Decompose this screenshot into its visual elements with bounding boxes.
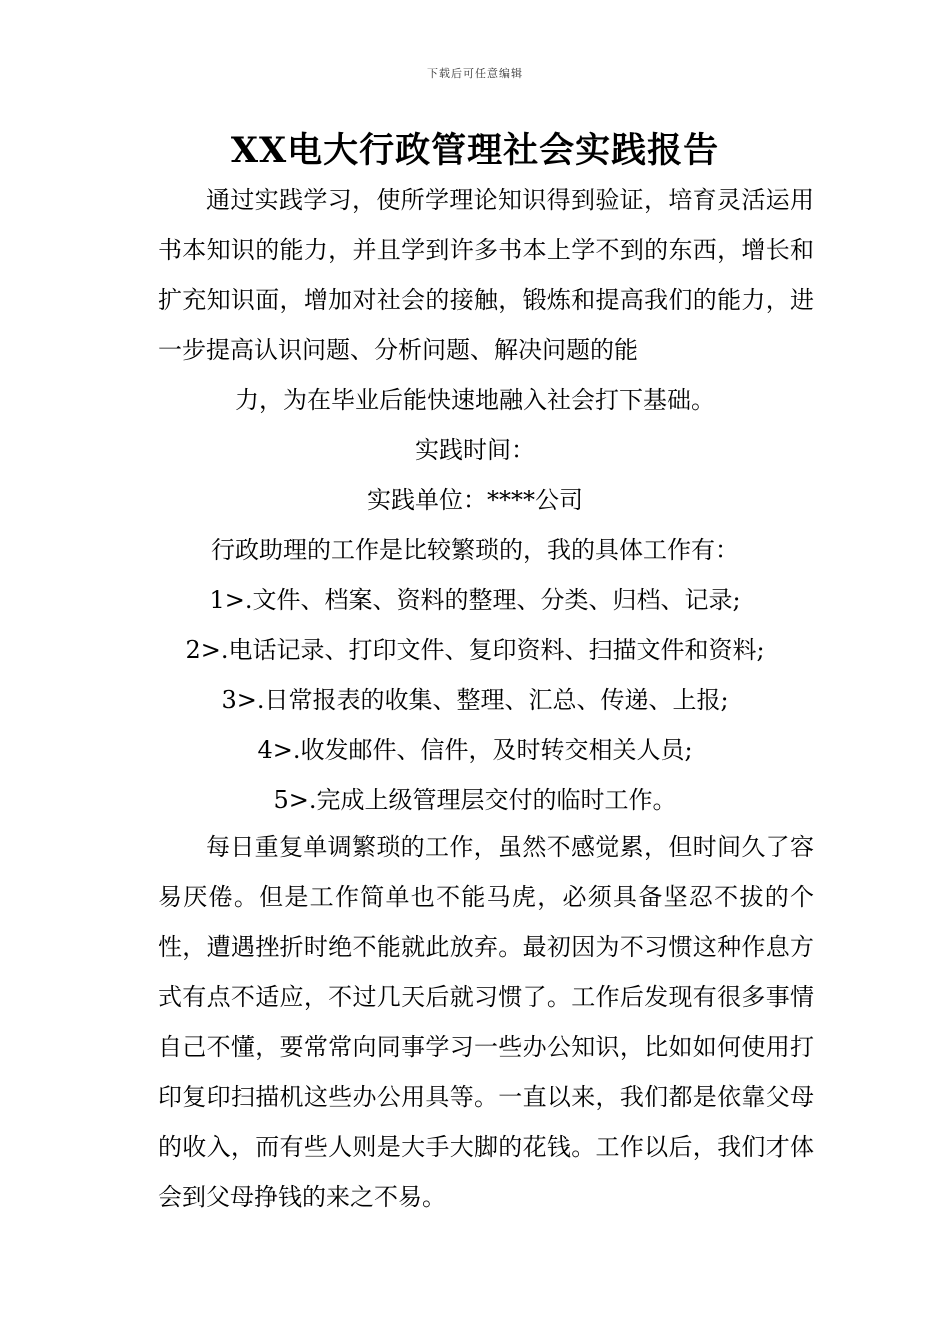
duty-item-2: 2>.电话记录、打印文件、复印资料、扫描文件和资料;	[185, 636, 765, 664]
duty-item-3: 3>.日常报表的收集、整理、汇总、传递、上报;	[221, 686, 729, 714]
practice-time: 实践时间：	[415, 436, 535, 464]
reflection-paragraph: 每日重复单调繁琐的工作，虽然不感觉累，但时间久了容易厌倦。但是工作简单也不能马虎，必须具备坚忍不拔的个性，遭遇挫折时绝不能就此放弃。最初因为不习惯这种作息方式有点不适应，不过几天后就习惯了。工作后发现有很多事情自己不懂，要常常向同事学习一些办公知识，比如如何使用打印复印扫描机这些办公用具等。一直以来，我们都是依靠父母的收入，而有些人则是大手大脚的花钱。工作以后，我们才体会到父母挣钱的来之不易。	[158, 833, 814, 1211]
page-title: XX电大行政管理社会实践报告	[230, 130, 720, 171]
duty-item-4: 4>.收发邮件、信件，及时转交相关人员;	[257, 736, 693, 764]
header-note: 下载后可任意编辑	[427, 67, 523, 80]
duty-item-1: 1>.文件、档案、资料的整理、分类、归档、记录;	[209, 586, 741, 614]
intro-paragraph-last-line: 力，为在毕业后能快速地融入社会打下基础。	[235, 386, 715, 414]
duties-intro: 行政助理的工作是比较繁琐的，我的具体工作有：	[211, 536, 739, 564]
duty-item-5: 5>.完成上级管理层交付的临时工作。	[273, 786, 677, 814]
intro-paragraph: 通过实践学习，使所学理论知识得到验证，培育灵活运用书本知识的能力，并且学到许多书本上学不到的东西，增长和扩充知识面，增加对社会的接触，锻炼和提高我们的能力，进一步提高认识问题、分析问题、解决问题的能	[158, 186, 814, 364]
practice-unit: 实践单位：****公司	[367, 486, 583, 514]
